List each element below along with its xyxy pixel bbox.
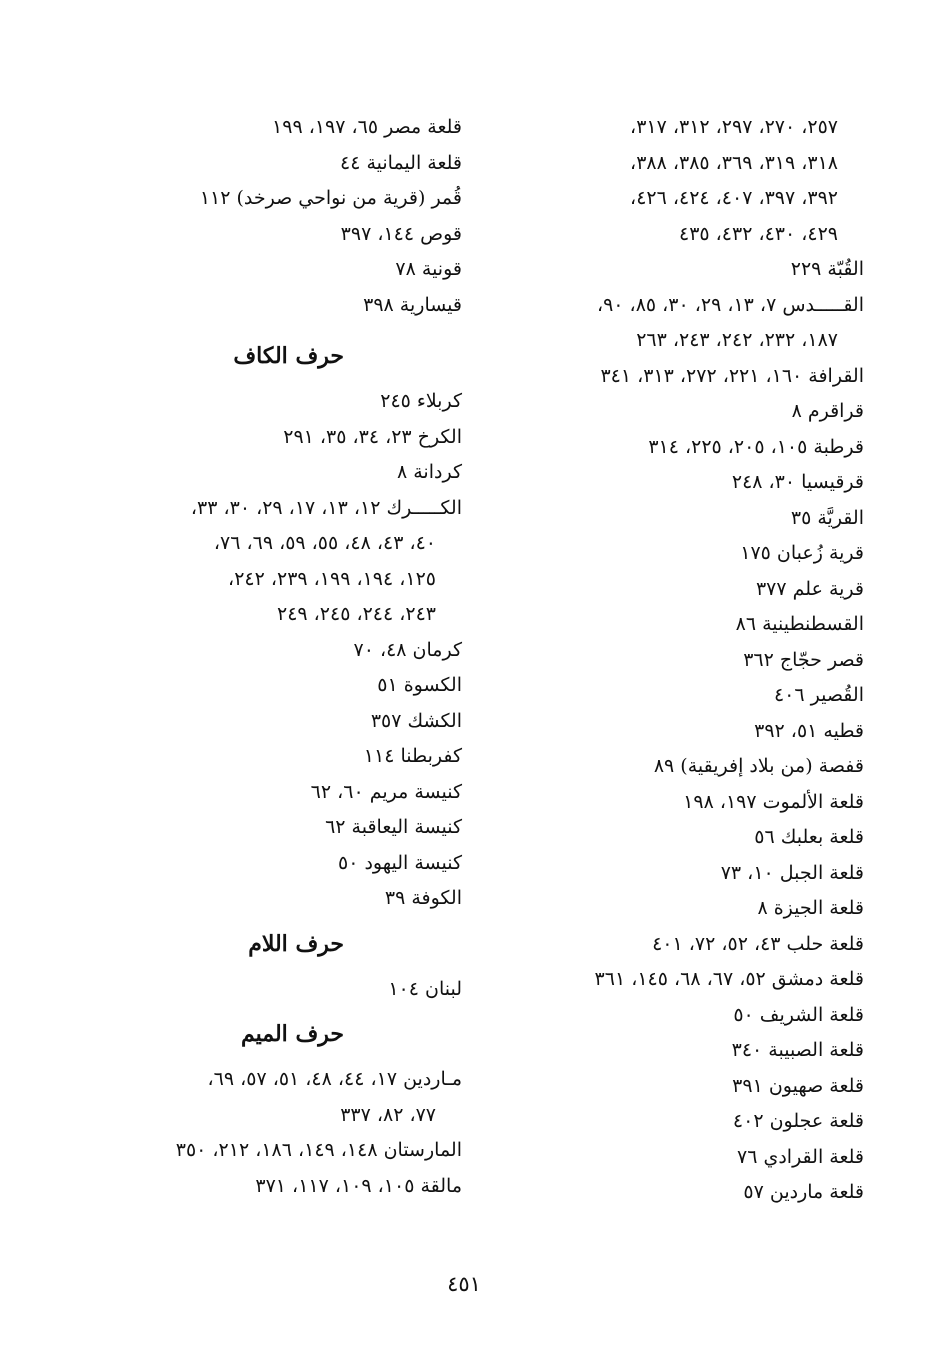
index-entry: قلعة الصبيبة ٣٤٠ bbox=[731, 1039, 864, 1061]
index-entry: كفربطنا ١١٤ bbox=[363, 745, 462, 767]
index-entry: مـاردين ١٧، ٤٤، ٤٨، ٥١، ٥٧، ٦٩، bbox=[207, 1068, 462, 1090]
index-entry: القـــــدس ٧، ١٣، ٢٩، ٣٠، ٨٥، ٩٠، bbox=[596, 293, 864, 316]
section-heading: حرف الكاف bbox=[233, 343, 344, 369]
index-entry: قفصة (من بلاد إفريقية) ٨٩ bbox=[653, 755, 864, 777]
index-entry: قرية زُعبان ١٧٥ bbox=[740, 542, 864, 564]
index-entry: قطيه ٥١، ٣٩٢ bbox=[754, 719, 864, 742]
index-entry-continuation: ١٨٧، ٢٣٢، ٢٤٢، ٢٤٣، ٢٦٣ bbox=[636, 329, 838, 351]
index-entry: قلعة عجلون ٤٠٢ bbox=[732, 1110, 864, 1132]
index-entry: قوص ١٤٤، ٣٩٧ bbox=[340, 222, 462, 245]
index-entry: الكـــــرك ١٢، ١٣، ١٧، ٢٩، ٣٠، ٣٣، bbox=[190, 496, 462, 519]
index-entry: القرافة ١٦٠، ٢٢١، ٢٧٢، ٣١٣، ٣٤١ bbox=[600, 364, 864, 387]
index-entry: قلعة صهيون ٣٩١ bbox=[732, 1074, 864, 1097]
index-entry: القُصير ٤٠٦ bbox=[773, 684, 864, 706]
index-column-right bbox=[514, 110, 864, 1211]
section-heading: حرف الميم bbox=[240, 1021, 344, 1047]
index-entry: قُمر (قرية من نواحي صرخد) ١١٢ bbox=[199, 187, 462, 209]
index-entry: قلعة دمشق ٥٢، ٦٧، ٦٨، ١٤٥، ٣٦١ bbox=[594, 968, 864, 990]
index-entry: كنيسة اليعاقبة ٦٢ bbox=[325, 816, 462, 838]
index-entry: كردانة ٨ bbox=[396, 461, 462, 483]
index-entry: الكرخ ٢٣، ٣٤، ٣٥، ٢٩١ bbox=[283, 425, 462, 448]
index-entry: قلعة بعلبك ٥٦ bbox=[754, 826, 864, 848]
index-entry: قلعة مصر ٦٥، ١٩٧، ١٩٩ bbox=[272, 116, 462, 138]
index-entry: القسطنطينية ٨٦ bbox=[735, 613, 864, 635]
index-entry: قرية علم ٣٧٧ bbox=[755, 577, 864, 600]
index-entry-continuation: ٤٠، ٤٣، ٤٨، ٥٥، ٥٩، ٦٩، ٧٦، bbox=[213, 532, 436, 554]
index-entry: قلعة الشريف ٥٠ bbox=[733, 1003, 864, 1026]
index-entry: قراقرم ٨ bbox=[791, 400, 864, 422]
index-entry: قرقيسيا ٣٠، ٢٤٨ bbox=[731, 471, 864, 493]
index-entry-continuation: ٤٢٩، ٤٣٠، ٤٣٢، ٤٣٥ bbox=[678, 222, 838, 245]
index-entry: قلعة الجبل ١٠، ٧٣ bbox=[720, 861, 864, 884]
index-entry: الكوفة ٣٩ bbox=[384, 887, 462, 909]
index-entry: قلعة ماردين ٥٧ bbox=[743, 1181, 864, 1203]
index-entry: مالقة ١٠٥، ١٠٩، ١١٧، ٣٧١ bbox=[255, 1174, 462, 1197]
index-entry: قلعة الجيزة ٨ bbox=[757, 897, 864, 919]
index-entry: قصر حجّاج ٣٦٢ bbox=[743, 648, 864, 671]
index-entry: لبنان ١٠٤ bbox=[388, 977, 462, 1000]
index-entry: الكشك ٣٥٧ bbox=[370, 709, 462, 732]
page-number: ٤٥١ bbox=[447, 1272, 481, 1296]
index-entry-continuation: ٢٤٣، ٢٤٤، ٢٤٥، ٢٤٩ bbox=[276, 603, 436, 625]
index-entry-continuation: ٢٥٧، ٢٧٠، ٢٩٧، ٣١٢، ٣١٧، bbox=[630, 116, 838, 138]
index-entry-continuation: ٣٩٢، ٣٩٧، ٤٠٧، ٤٢٤، ٤٢٦، bbox=[630, 187, 838, 209]
index-entry: كنيسة اليهود ٥٠ bbox=[338, 851, 462, 874]
index-entry: قلعة حلب ٤٣، ٥٢، ٧٢، ٤٠١ bbox=[652, 932, 864, 955]
index-entry: الكسوة ٥١ bbox=[377, 674, 462, 696]
index-entry-continuation: ٧٧، ٨٢، ٣٣٧ bbox=[340, 1103, 436, 1126]
index-entry: القريَّة ٣٥ bbox=[790, 506, 864, 529]
index-entry: قلعة القرادي ٧٦ bbox=[737, 1145, 864, 1168]
index-entry-continuation: ١٢٥، ١٩٤، ١٩٩، ٢٣٩، ٢٤٢، bbox=[228, 567, 436, 590]
index-entry: المارستان ١٤٨، ١٤٩، ١٨٦، ٢١٢، ٣٥٠ bbox=[175, 1139, 462, 1161]
index-entry: قونية ٧٨ bbox=[395, 258, 462, 280]
index-column-left bbox=[102, 110, 462, 1204]
index-entry: قلعة الألموت ١٩٧، ١٩٨ bbox=[683, 790, 864, 813]
index-entry: قلعة اليمانية ٤٤ bbox=[339, 151, 462, 174]
index-entry: قرطبة ١٠٥، ٢٠٥، ٢٢٥، ٣١٤ bbox=[648, 435, 864, 458]
index-entry: كرمان ٤٨، ٧٠ bbox=[353, 638, 462, 661]
index-entry: القُبّة ٢٢٩ bbox=[790, 258, 864, 280]
index-entry: قيسارية ٣٩٨ bbox=[363, 293, 462, 316]
index-entry-continuation: ٣١٨، ٣١٩، ٣٦٩، ٣٨٥، ٣٨٨، bbox=[630, 151, 838, 174]
index-entry: كربلاء ٢٤٥ bbox=[380, 390, 462, 412]
section-heading: حرف اللام bbox=[248, 930, 344, 957]
index-entry: كنيسة مريم ٦٠، ٦٢ bbox=[310, 780, 462, 803]
